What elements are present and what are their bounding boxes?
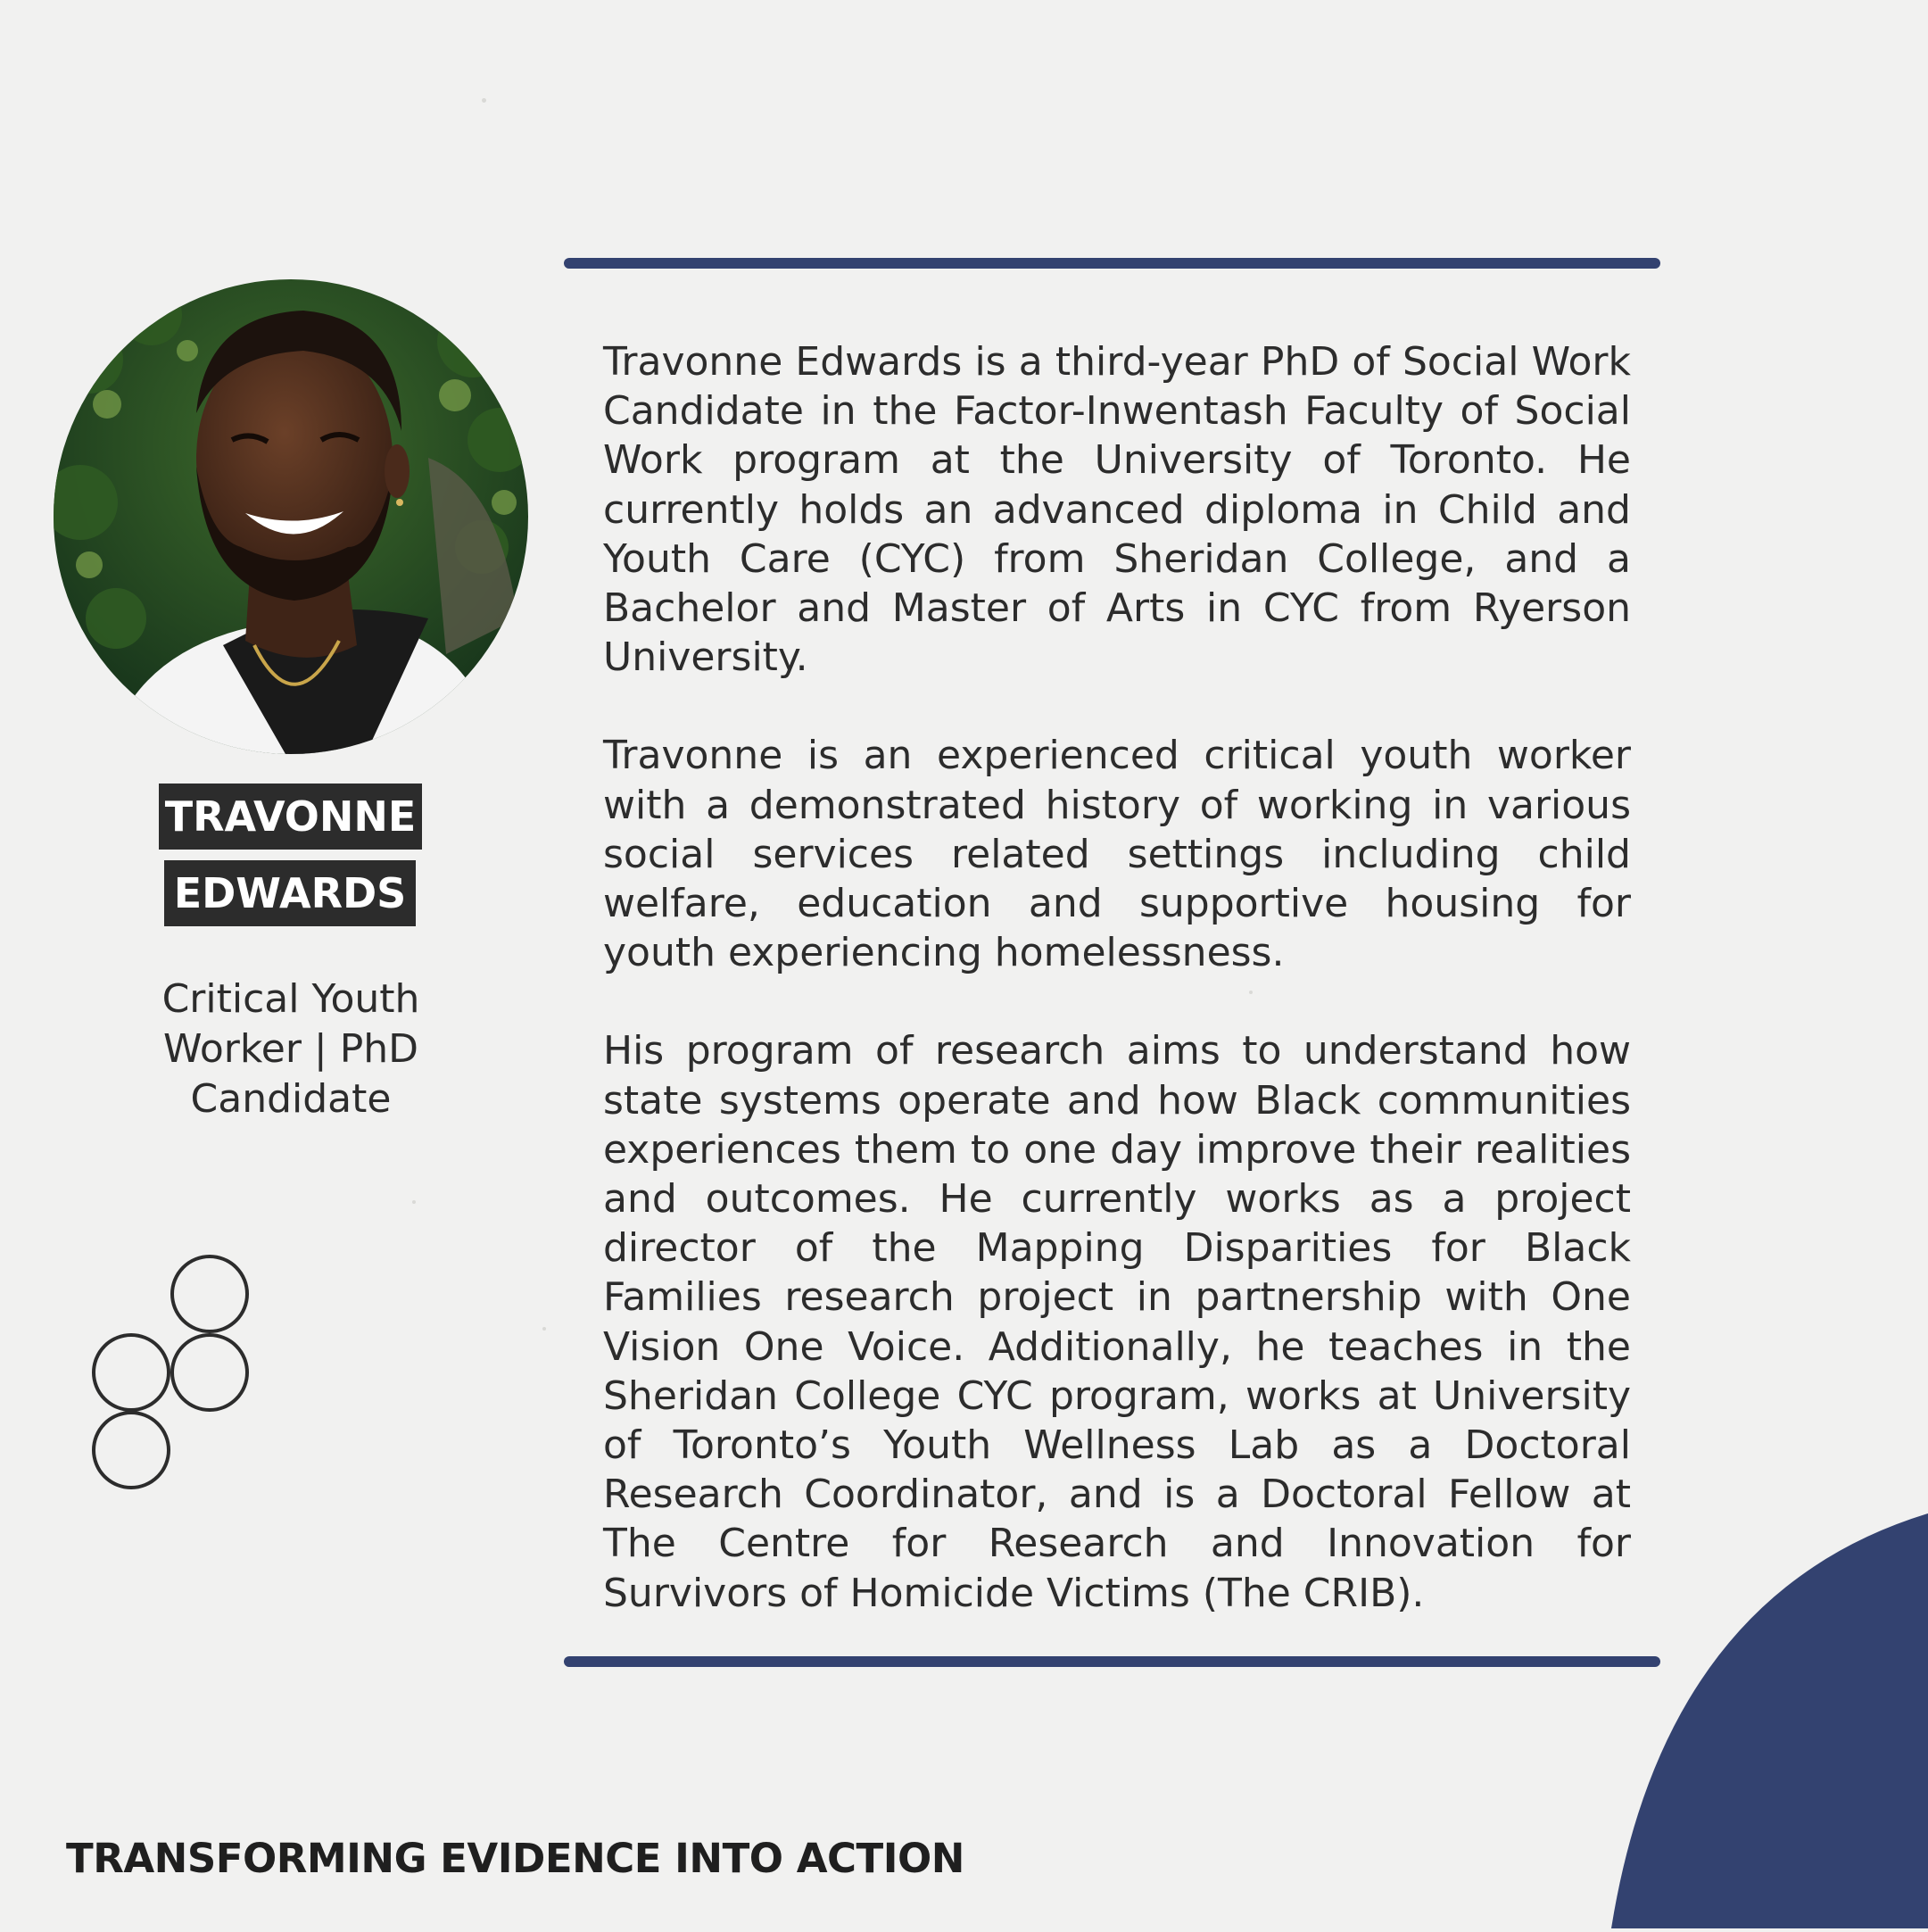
paper-texture xyxy=(542,1327,546,1331)
circles-cluster-icon xyxy=(89,1254,268,1495)
bio-paragraph: Travonne is an experienced critical youth worker with a demonstrated history of working in various social services related settings including child welfare, education and supportive housing for youth experiencing homelessness. xyxy=(603,733,1631,976)
bottom-divider xyxy=(564,1656,1660,1667)
paper-texture xyxy=(412,1200,416,1204)
corner-quarter-circle xyxy=(1611,1513,1928,1928)
bio-paragraph: His program of research aims to understand how state systems operate and how Black communities experiences them to one day improve their realities and outcomes. He currently works as a project director of the Mapping Disparities for Black Families research project in partnership with One Vision One Voice. Additionally, he teaches in the Sheridan College CYC program, works at University of Toronto’s Youth Wellness Lab as a Doctoral Research Coordinator, and is a Doctoral Fellow at The Centre for Research and Innovation for Survivors of Homicide Victims (The CRIB). xyxy=(603,1028,1631,1616)
name-tag-first: TRAVONNE xyxy=(159,784,422,850)
name-tag-last: EDWARDS xyxy=(164,860,416,926)
profile-photo xyxy=(54,279,528,754)
decor-circle xyxy=(94,1335,169,1410)
decor-circle xyxy=(172,1335,247,1410)
paper-texture xyxy=(482,98,486,103)
top-divider xyxy=(564,258,1660,269)
footer-tagline: TRANSFORMING EVIDENCE INTO ACTION xyxy=(66,1835,964,1882)
bio-text xyxy=(603,337,1631,1667)
decor-circle xyxy=(94,1413,169,1488)
role-title: Critical Youth Worker | PhD Candidate xyxy=(161,976,420,1122)
decor-circle xyxy=(172,1256,247,1331)
bio-paragraph: Travonne Edwards is a third-year PhD of Social Work Candidate in the Factor-Inwentash Faculty of Social Work program at the University of Toronto. He currently holds an advanced diploma in Child and Youth Care (CYC) from Sheridan College, and a Bachelor and Master of Arts in CYC from Ryerson University. xyxy=(603,339,1631,681)
